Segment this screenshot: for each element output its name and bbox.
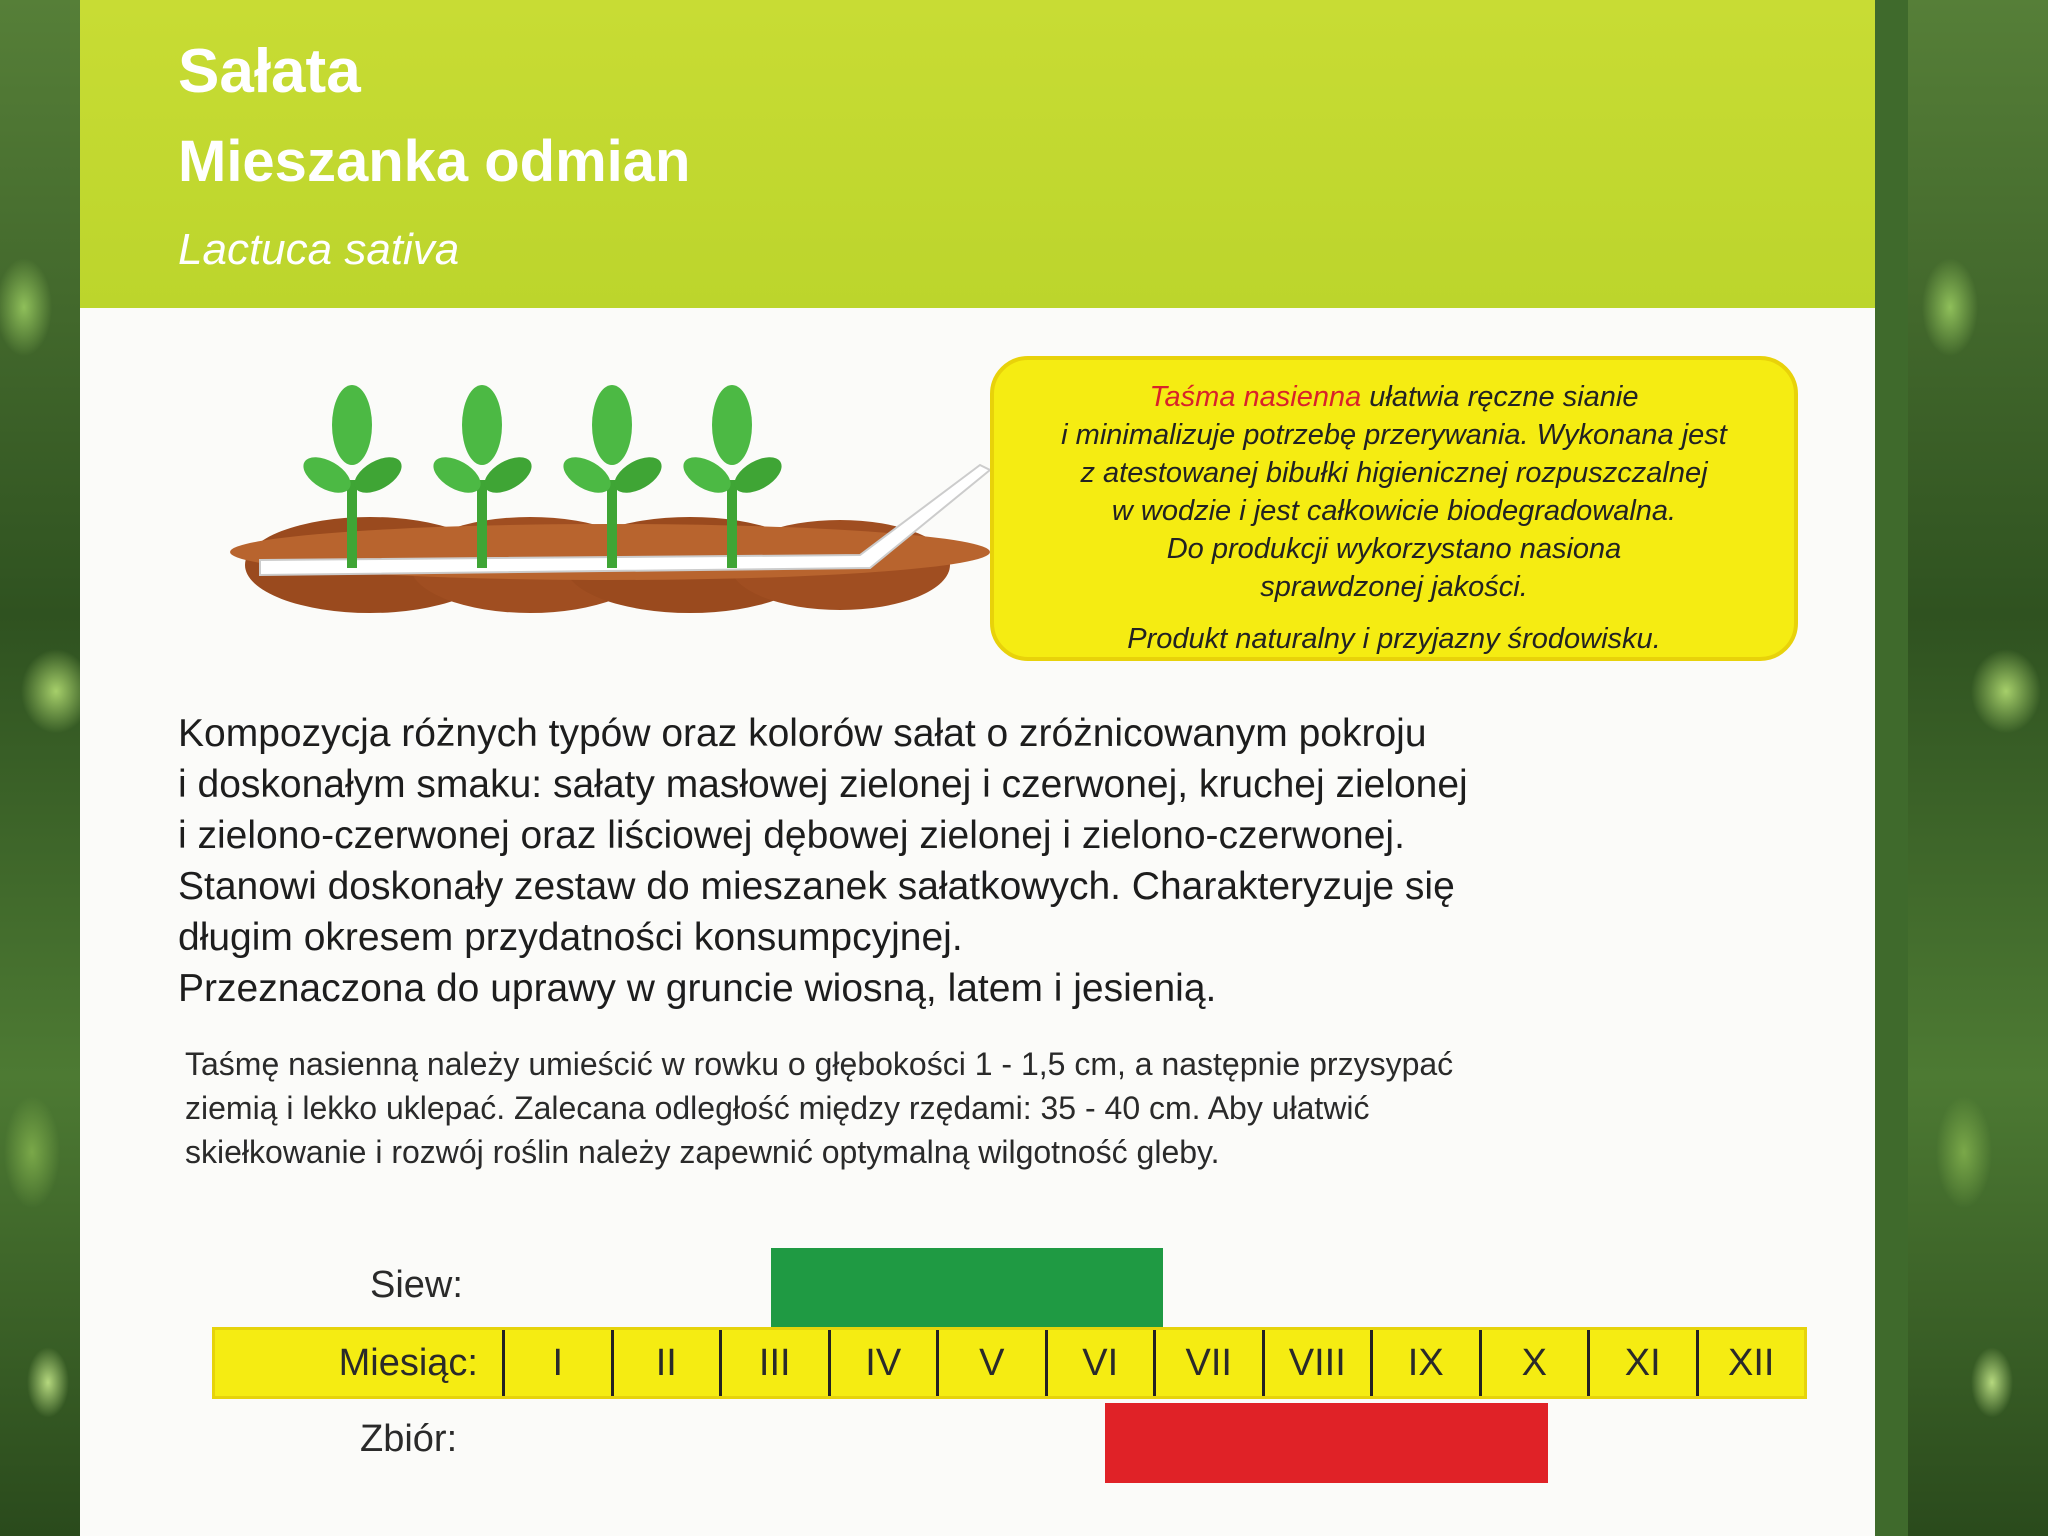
info-line-1: Taśma nasienna ułatwia ręczne sianie — [1149, 381, 1639, 413]
product-subtitle: Mieszanka odmian — [178, 129, 691, 194]
seed-tape-illustration — [230, 370, 1030, 630]
seed-tape-info-box — [990, 356, 1798, 661]
month-4: IV — [831, 1330, 940, 1396]
harvest-label: Zbiór: — [360, 1418, 458, 1460]
month-2: II — [614, 1330, 723, 1396]
product-description: Kompozycja różnych typów oraz kolorów sałat o zróżnicowanym pokroju i doskonałym smaku: sałaty masłowej zielonej i czerwonej, kruchej zielonej i zielono-czerwonej oraz liściowej dębowej zielonej i zielono-czerwonej. Stanowi doskonały zestaw do mieszanek sałatkowych. Charakteryzuje się długim okresem przydatności konsumpcyjnej. Przeznaczona do uprawy w gruncie wiosną, latem i jesienią. — [178, 712, 1468, 1010]
month-5: V — [939, 1330, 1048, 1396]
header-band — [80, 0, 1875, 308]
month-10: X — [1482, 1330, 1591, 1396]
seed-tape-highlight: Taśma nasienna — [1149, 381, 1362, 413]
info-line-3: z atestowanej bibułki higienicznej rozpuszczalnej — [1080, 457, 1708, 489]
month-label: Miesiąc: — [215, 1330, 505, 1396]
info-line-2: i minimalizuje potrzebę przerywania. Wykonana jest — [1061, 419, 1727, 451]
harvest-period-bar — [1105, 1403, 1548, 1483]
month-7: VII — [1156, 1330, 1265, 1396]
info-line-6: sprawdzonej jakości. — [1260, 571, 1528, 603]
month-11: XI — [1590, 1330, 1699, 1396]
lettuce-background-left — [0, 0, 80, 1536]
sowing-label: Siew: — [370, 1264, 463, 1306]
month-12: XII — [1728, 1342, 1775, 1384]
month-3: III — [722, 1330, 831, 1396]
latin-name: Lactuca sativa — [178, 225, 460, 274]
product-title: Sałata — [178, 37, 361, 106]
eco-statement: Produkt naturalny i przyjazny środowisku. — [1127, 623, 1661, 655]
seed-packet-back — [80, 0, 1875, 1536]
month-8: VIII — [1265, 1330, 1374, 1396]
month-9: IX — [1373, 1330, 1482, 1396]
sowing-instructions: Taśmę nasienną należy umieścić w rowku o głębokości 1 - 1,5 cm, a następnie przysypać ziemią i lekko uklepać. Zalecana odległość między rzędami: 35 - 40 cm. Aby ułatwić skiełkowanie i rozwój roślin należy zapewnić optymalną wilgotność gleby. — [185, 1046, 1454, 1170]
month-6: VI — [1048, 1330, 1157, 1396]
sowing-period-bar — [771, 1248, 1163, 1328]
info-line-4: w wodzie i jest całkowicie biodegradowalna. — [1111, 495, 1677, 527]
month-1: I — [505, 1330, 614, 1396]
info-line-5: Do produkcji wykorzystano nasiona — [1166, 533, 1622, 565]
lettuce-background-right — [1908, 0, 2048, 1536]
month-band — [212, 1327, 1807, 1399]
